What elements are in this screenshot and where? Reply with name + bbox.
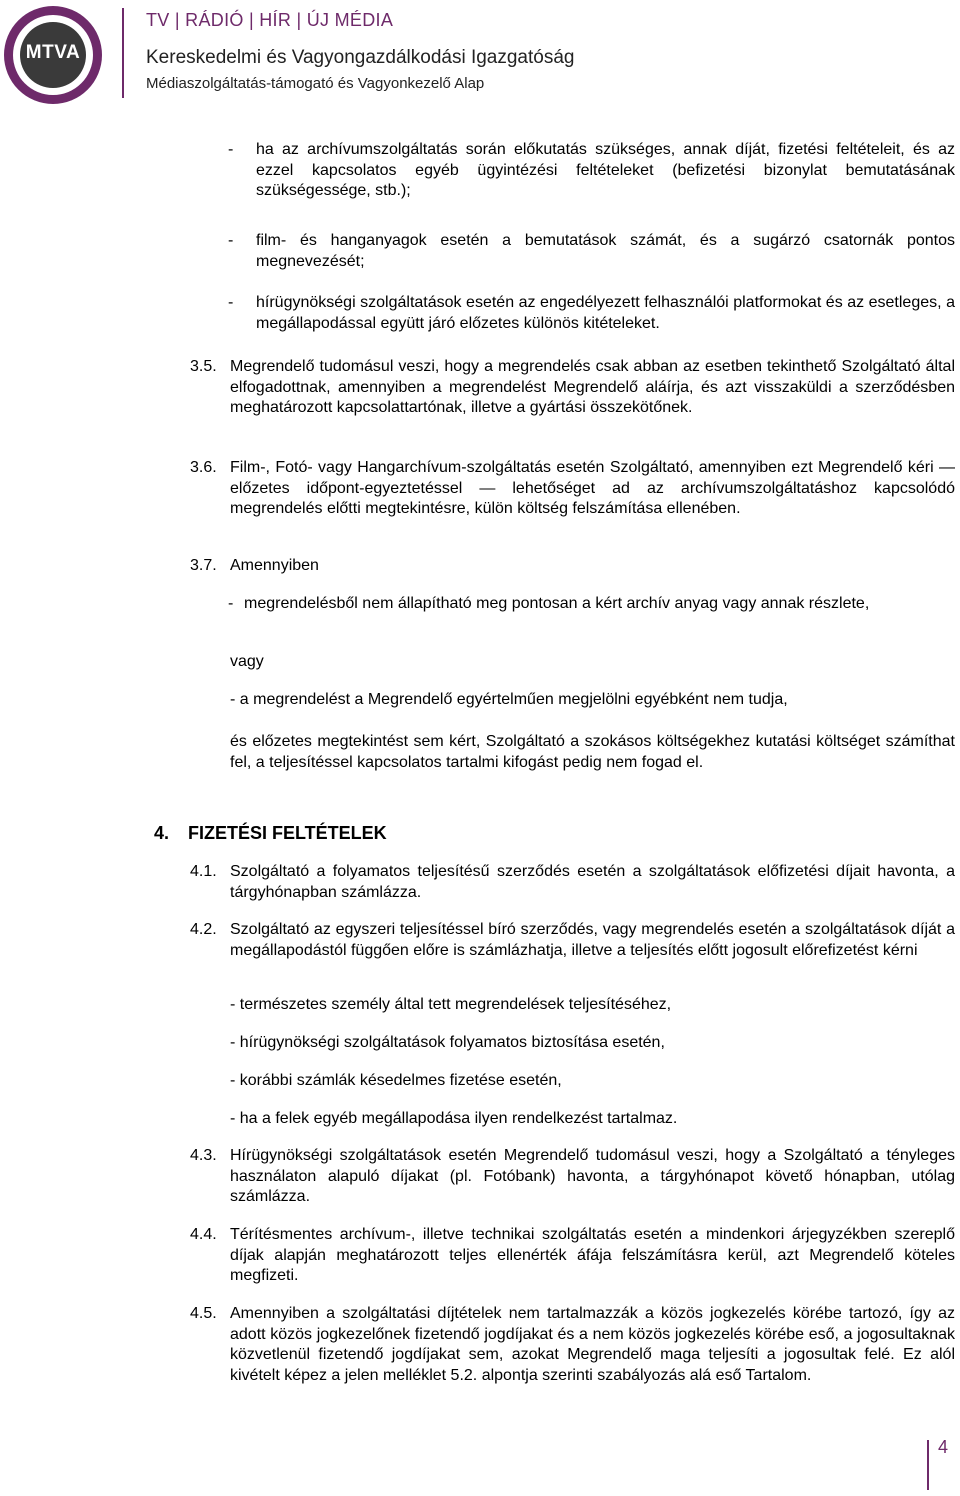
header-tagline: TV | RÁDIÓ | HÍR | ÚJ MÉDIA xyxy=(146,10,394,30)
clause-3-7-or: vagy xyxy=(230,653,264,670)
clause-3-7-item: - a megrendelést a Megrendelő egyértelműen megjelölni egyébként nem tudja, xyxy=(230,691,788,708)
bullet-item: - ha az archívumszolgáltatás során előkutatás szükséges, annak díját, fizetési feltételeit, és az ezzel kapcsolatos egyéb ügyintézési feltételeket (befizetési bizonylat bemutatásának szükségessége, stb.); xyxy=(228,141,955,200)
footer-divider xyxy=(927,1440,929,1490)
clause-4-2-item: - ha a felek egyéb megállapodása ilyen rendelkezést tartalmaz. xyxy=(230,1110,678,1127)
clause-3-6: 3.6. Film-, Fotó- vagy Hangarchívum-szolgáltatás esetén Szolgáltató, amennyiben ezt Megrendelő kéri — előzetes időpont-egyeztetéssel — lehetőséget ad az archívumszolgáltatáshoz kapcsolódó megrendelés előtti megtekintésre, külön költség felszámítása ellenében. xyxy=(190,459,955,518)
clause-4-2-item: - korábbi számlák késedelmes fizetése esetén, xyxy=(230,1072,562,1089)
clause-4-3: 4.3. Hírügynökségi szolgáltatások esetén Megrendelő tudomásul veszi, hogy a Szolgáltató a tényleges használaton alapuló díjakat (pl. Fotóbank) havonta, a tárgyhónapot követő hónapban, utólag számlázza. xyxy=(190,1147,955,1206)
header-directorate: Kereskedelmi és Vagyongazdálkodási Igazgatóság xyxy=(146,47,575,68)
clause-4-1: 4.1. Szolgáltató a folyamatos teljesítésű szerződés esetén a szolgáltatások előfizetési díjait havonta, a tárgyhónapban számlázza. xyxy=(190,863,955,901)
clause-4-5: 4.5. Amennyiben a szolgáltatási díjtételek nem tartalmazzák a közös jogkezelés körébe tartozó, így az adott közös jogkezelőnek fizetendő jogdíjakat és a nem közös jogkezelés körébe eső, a jogosultaknak közvetlenül fizetendő jogdíjakat sem, azokat Megrendelő maga teljesíti a jogosultak felé. Ez alól kivételt képez a jelen melléklet 5.2. alpontja szerinti szabályozás alá eső Tartalom. xyxy=(190,1305,955,1385)
clause-3-7-closing: és előzetes megtekintést sem kért, Szolgáltató a szokásos költségekhez kutatási költséget számíthat fel, a teljesítéssel kapcsolatos tartalmi kifogást pedig nem fogad el. xyxy=(230,733,955,771)
clause-4-2: 4.2. Szolgáltató az egyszeri teljesítéssel bíró szerződés, vagy megrendelés esetén a szolgáltatások díját a megállapodástól függően előre is számlázhatja, illetve a teljesítés előtt jogosult előrefizetést kérni xyxy=(190,921,955,959)
bullet-item: - film- és hanganyagok esetén a bemutatások számát, és a sugárzó csatornák pontos megnevezését; xyxy=(228,232,955,270)
clause-4-2-item: - természetes személy által tett megrendelések teljesítéséhez, xyxy=(230,996,672,1013)
mtva-logo xyxy=(4,6,102,104)
header-organization: Médiaszolgáltatás-támogató és Vagyonkezelő Alap xyxy=(146,75,485,92)
clause-3-7-item: - megrendelésből nem állapítható meg pontosan a kért archív anyag vagy annak részlete, xyxy=(228,595,870,612)
clause-4-4: 4.4. Térítésmentes archívum-, illetve technikai szolgáltatás esetén a mindenkori árjegyzékben szereplő díjak alapján meghatározott teljes ellenérték áfája felszámításra kerül, azt Megrendelő köteles megfizeti. xyxy=(190,1226,955,1285)
header-divider xyxy=(122,8,124,98)
clause-3-7: 3.7. Amennyiben xyxy=(190,557,319,574)
logo-text: MTVA xyxy=(25,42,81,63)
bullet-item: - hírügynökségi szolgáltatások esetén az engedélyezett felhasználói platformokat és az esetleges, a megállapodással együtt járó előzetes különös kitételeket. xyxy=(228,294,955,332)
page-number: 4 xyxy=(938,1437,949,1457)
clause-4-2-item: - hírügynökségi szolgáltatások folyamatos biztosítása esetén, xyxy=(230,1034,665,1051)
clause-3-5: 3.5. Megrendelő tudomásul veszi, hogy a megrendelés csak abban az esetben tekinthető Szolgáltató által elfogadottnak, amennyiben a megrendelést Megrendelő aláírja, és azt visszaküldi a szerződésben meghatározott kapcsolattartónak, illetve a gyártási összekötőnek. xyxy=(190,358,955,417)
